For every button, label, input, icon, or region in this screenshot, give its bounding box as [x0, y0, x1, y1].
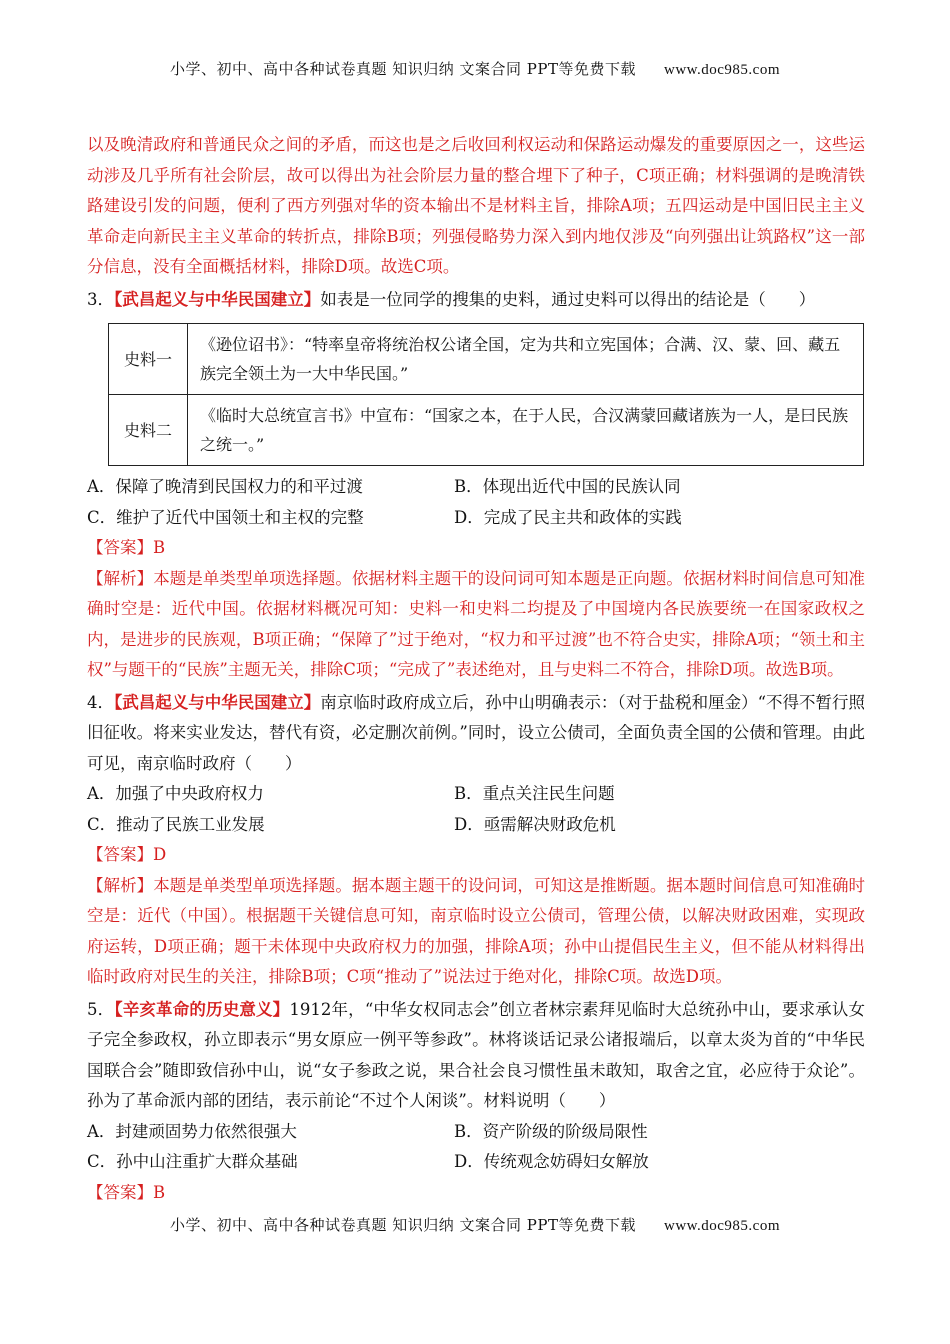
page-content	[87, 130, 865, 1208]
q5-options	[87, 1117, 865, 1178]
table-cell-text: 《逊位诏书》：“特率皇帝将统治权公诸全国，定为共和立宪国体；合满、汉、蒙、回、藏五族完全领土为一大中华民国。”	[188, 324, 864, 395]
q4-options	[87, 779, 865, 840]
footer-text: 小学、初中、高中各种试卷真题 知识归纳 文案合同 PPT等免费下载	[169, 1216, 636, 1234]
question-5-stem: 5．【辛亥革命的历史意义】1912年，“中华女权同志会”创立者林宗素拜见临时大总统孙中山，要求承认女子完全参政权，孙立即表示“男女原应一例平等参政”。林将谈话记录公诸报端后，以章太炎为首的“中华民国联合会”随即致信孙中山，说“女子参政之说，果合社会良习惯性虽未敢知，取舍之宜，必应待于众论”。孙为了革命派内部的团结，表示前论“不过个人闲谈”。材料说明（ ）	[87, 999, 865, 1110]
q5-tag: 【辛亥革命的历史意义】	[114, 999, 290, 1019]
question-3-stem: 3．【武昌起义与中华民国建立】如表是一位同学的搜集的史料，通过史料可以得出的结论是（ ）	[87, 289, 816, 309]
table-cell-text: 《临时大总统宣言书》中宣布：“国家之本，在于人民，合汉满蒙回藏诸族为一人，是曰民族之统一。”	[188, 395, 864, 466]
table-cell-label: 史料二	[109, 395, 188, 466]
option-a[interactable]: A．封建顽固势力依然很强大	[87, 1121, 297, 1141]
option-b[interactable]: B．重点关注民生问题	[454, 784, 615, 803]
q4-tag: 【武昌起义与中华民国建立】	[114, 692, 321, 712]
option-c[interactable]: C．维护了近代中国领土和主权的完整	[87, 507, 364, 527]
option-d[interactable]: D．完成了民主共和政体的实践	[454, 507, 682, 527]
option-c[interactable]: C．推动了民族工业发展	[87, 814, 265, 834]
q3-explanation: 【解析】本题是单类型单项选择题。依据材料主题干的设问词可知本题是正向题。依据材料时间信息可知准确时空是：近代中国。依据材料概况可知：史料一和史料二均提及了中国境内各民族要统一在国家政权之内，是进步的民族观，B项正确；“保障了”过于绝对，“权力和平过渡”也不符合史实，排除A项；“领土和主权”与题干的“民族”主题无关，排除C项；“完成了”表述绝对，且与史料二不符合，排除D项。故选B项。	[87, 568, 865, 679]
q5-answer: 【答案】B	[87, 1182, 166, 1202]
table-cell-label: 史料一	[109, 324, 188, 395]
page-header	[0, 58, 950, 79]
question-4-stem: 4．【武昌起义与中华民国建立】南京临时政府成立后，孙中山明确表示：（对于盐税和厘金）“不得不暂行照旧征收。将来实业发达，替代有资，必定删次前例。”同时，设立公债司，全面负责全国的公债和管理。由此可见，南京临时政府（ ）	[87, 692, 866, 773]
prev-explanation: 以及晚清政府和普通民众之间的矛盾，而这也是之后收回利权运动和保路运动爆发的重要原因之一，这些运动涉及几乎所有社会阶层，故可以得出为社会阶层力量的整合埋下了种子，C项正确；材料强调的是晚清铁路建设引发的问题，便利了西方列强对华的资本输出不是材料主旨，排除A项；五四运动是中国旧民主主义革命走向新民主主义革命的转折点，排除B项；列强侵略势力深入到内地仅涉及“向列强出让筑路权”这一部分信息，没有全面概括材料，排除D项。故选C项。	[87, 135, 865, 276]
q4-answer: 【答案】D	[87, 845, 167, 864]
option-a[interactable]: A．加强了中央政府权力	[87, 784, 264, 803]
option-c[interactable]: C．孙中山注重扩大群众基础	[87, 1152, 298, 1171]
option-b[interactable]: B．体现出近代中国的民族认同	[454, 477, 681, 496]
option-b[interactable]: B．资产阶级的阶级局限性	[454, 1121, 648, 1141]
footer-site[interactable]: www.doc985.com	[663, 1218, 780, 1234]
table-row	[109, 324, 864, 395]
option-a[interactable]: A．保障了晚清到民国权力的和平过渡	[87, 477, 363, 496]
header-site[interactable]: www.doc985.com	[663, 62, 780, 78]
q3-options	[87, 472, 865, 533]
table-row	[109, 395, 864, 466]
q3-tag: 【武昌起义与中华民国建立】	[114, 289, 321, 309]
q3-answer: 【答案】B	[87, 538, 166, 557]
header-text: 小学、初中、高中各种试卷真题 知识归纳 文案合同 PPT等免费下载	[169, 60, 636, 78]
page-footer	[0, 1214, 950, 1235]
option-d[interactable]: D．亟需解决财政危机	[454, 814, 616, 834]
q3-source-table	[108, 323, 864, 466]
q4-explanation: 【解析】本题是单类型单项选择题。据本题主题干的设问词，可知这是推断题。据本题时间信息可知准确时空是：近代（中国）。根据题干关键信息可知，南京临时设立公债司，管理公债，以解决财政困难，实现政府运转，D项正确；题干未体现中央政府权力的加强，排除A项；孙中山提倡民生主义，但不能从材料得出临时政府对民生的关注，排除B项；C项“推动了”说法过于绝对化，排除C项。故选D项。	[87, 875, 865, 986]
option-d[interactable]: D．传统观念妨碍妇女解放	[454, 1152, 649, 1171]
